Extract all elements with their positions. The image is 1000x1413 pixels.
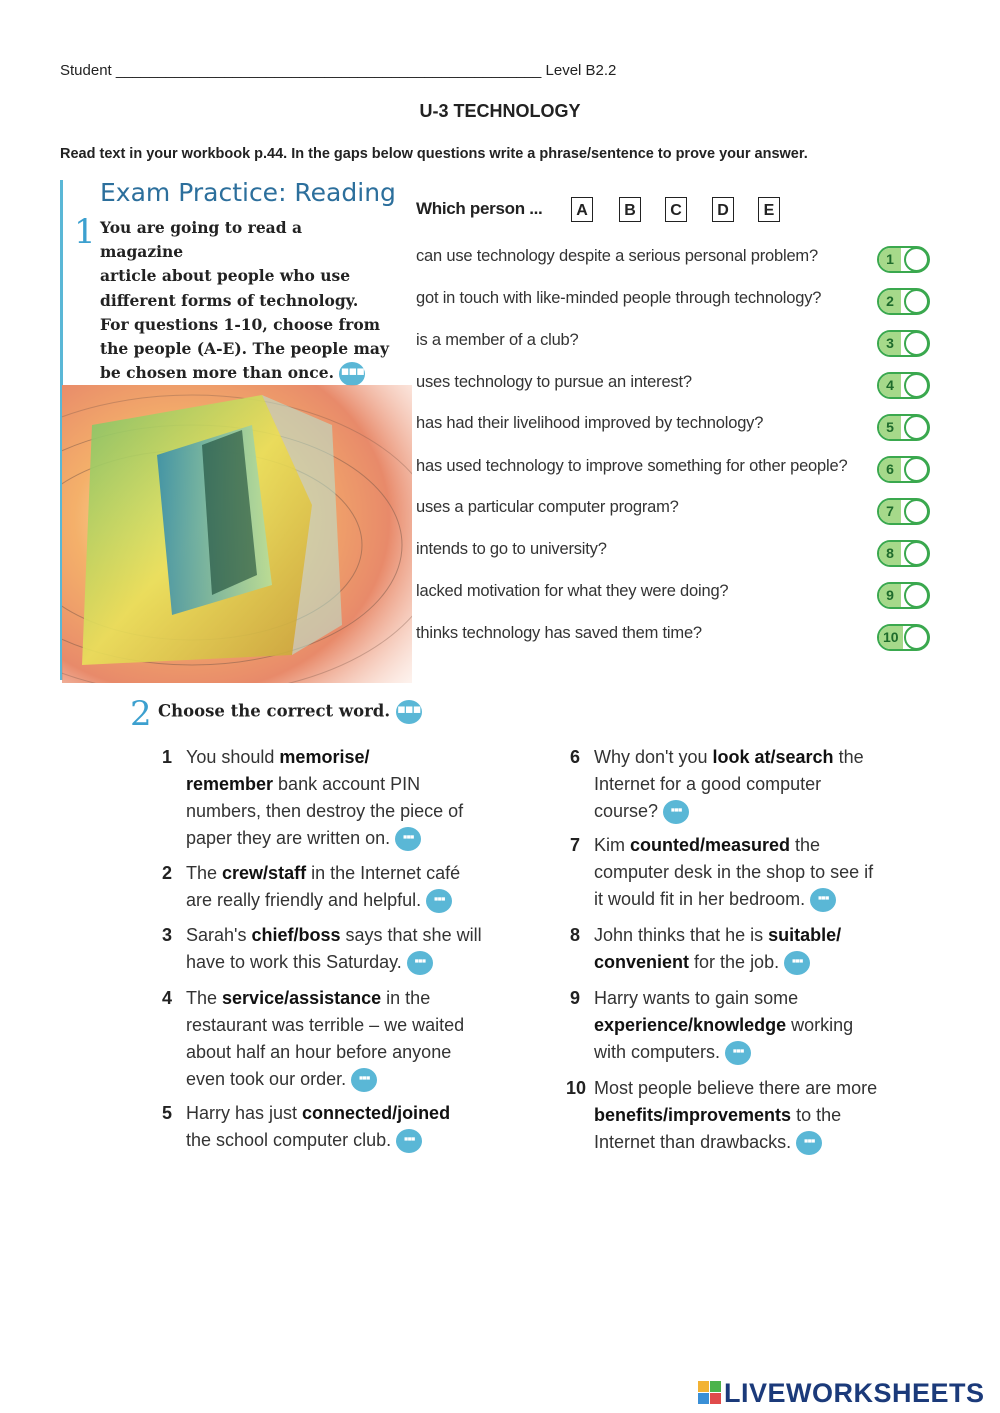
item-line bbox=[186, 1039, 464, 1066]
item-line bbox=[594, 832, 873, 859]
audio-dots-icon: ▪▪▪ bbox=[784, 951, 810, 975]
answer-circle bbox=[904, 331, 929, 356]
word-choice[interactable]: experience/knowledge bbox=[594, 1015, 787, 1035]
item-text-segment: course? bbox=[594, 801, 659, 821]
item-text-segment: The bbox=[186, 988, 223, 1008]
question-number: 1 bbox=[879, 248, 901, 271]
which-person-label: Which person ... bbox=[416, 199, 543, 218]
item-line bbox=[186, 771, 463, 798]
item-text-segment: even took our order. bbox=[186, 1069, 347, 1089]
audio-dots-icon: ▪▪▪ bbox=[725, 1041, 751, 1065]
item-text-segment: Internet for a good computer bbox=[594, 774, 822, 794]
item-text-segment: Harry wants to gain some bbox=[594, 988, 799, 1008]
audio-dots-icon: ▪▪▪ bbox=[426, 889, 452, 913]
exercise1-instructions bbox=[100, 216, 390, 386]
item-line bbox=[594, 1129, 877, 1156]
word-choice[interactable]: suitable/ bbox=[768, 925, 842, 945]
item-text bbox=[594, 832, 873, 913]
item-text-segment: Kim bbox=[594, 835, 630, 855]
question-text: has had their livelihood improved by technology? bbox=[416, 414, 764, 432]
item-text-segment: You should bbox=[186, 747, 280, 767]
item-number: 10 bbox=[566, 1078, 587, 1098]
answer-circle bbox=[904, 499, 929, 524]
item-line bbox=[186, 1127, 450, 1154]
student-label: Student ___________________________________________________ bbox=[60, 62, 542, 79]
audio-dots-icon: ▪▪▪ bbox=[810, 888, 836, 912]
item-text bbox=[594, 985, 853, 1066]
word-choice[interactable]: crew/staff bbox=[222, 863, 307, 883]
item-text-segment: to the bbox=[791, 1105, 842, 1125]
item-line bbox=[594, 798, 864, 825]
item-text-segment: for the job. bbox=[689, 952, 780, 972]
item-number: 7 bbox=[570, 835, 581, 855]
page-title: U-3 TECHNOLOGY bbox=[419, 101, 581, 121]
item-text bbox=[186, 1100, 450, 1154]
person-letter-box: D bbox=[712, 197, 734, 222]
logo-text: LIVEWORKSHEETS bbox=[724, 1378, 985, 1408]
item-text-segment: Internet than drawbacks. bbox=[594, 1132, 792, 1152]
logo-mark-icon bbox=[698, 1381, 722, 1405]
question-text: has used technology to improve something for other people? bbox=[416, 457, 848, 475]
answer-circle bbox=[904, 289, 929, 314]
exercise1-instruction-line: article about people who use bbox=[100, 266, 351, 286]
item-line bbox=[186, 949, 482, 976]
answer-circle bbox=[904, 457, 929, 482]
student-level-line bbox=[60, 62, 616, 79]
item-number: 8 bbox=[570, 925, 581, 945]
item-text-segment: the bbox=[790, 835, 821, 855]
word-choice[interactable]: chief/boss bbox=[251, 925, 341, 945]
item-line bbox=[186, 1066, 464, 1093]
item-text bbox=[594, 922, 841, 976]
audio-dots-icon: ▪▪▪ bbox=[351, 1068, 377, 1092]
item-line bbox=[594, 1012, 853, 1039]
item-number: 4 bbox=[162, 988, 173, 1008]
audio-dots-icon: ▪▪▪ bbox=[339, 362, 365, 386]
question-number: 3 bbox=[879, 332, 901, 355]
exercise1-instruction-line bbox=[100, 361, 390, 386]
person-letter-box: B bbox=[619, 197, 641, 222]
item-text-segment: Harry has just bbox=[186, 1103, 303, 1123]
word-choice[interactable]: memorise/ bbox=[279, 747, 370, 767]
item-text bbox=[594, 1075, 877, 1156]
answer-circle bbox=[904, 541, 929, 566]
question-text: is a member of a club? bbox=[416, 331, 579, 349]
item-text-segment: about half an hour before anyone bbox=[186, 1042, 452, 1062]
item-line bbox=[594, 744, 864, 771]
audio-dots-icon: ▪▪▪ bbox=[396, 700, 422, 724]
item-text-segment: the bbox=[833, 747, 864, 767]
audio-dots-icon: ▪▪▪ bbox=[796, 1131, 822, 1155]
answer-circle bbox=[904, 625, 929, 650]
item-line bbox=[186, 825, 463, 852]
question-number: 9 bbox=[879, 584, 901, 607]
answer-dropdown[interactable] bbox=[877, 582, 930, 609]
question-number: 10 bbox=[879, 626, 903, 649]
item-text bbox=[594, 744, 864, 825]
item-line bbox=[594, 859, 873, 886]
item-line bbox=[594, 1039, 853, 1066]
item-number: 2 bbox=[162, 863, 173, 883]
answer-dropdown[interactable] bbox=[877, 246, 930, 273]
question-number: 2 bbox=[879, 290, 901, 313]
exercise1-instruction-end: be chosen more than once. bbox=[100, 363, 334, 383]
item-number: 5 bbox=[162, 1103, 173, 1123]
question-text: thinks technology has saved them time? bbox=[416, 624, 702, 642]
word-choice[interactable]: connected/joined bbox=[302, 1103, 451, 1123]
answer-dropdown[interactable] bbox=[877, 330, 930, 357]
item-text-segment: in the Internet café bbox=[306, 863, 461, 883]
exercise1-instruction-line: You are going to read a magazine bbox=[100, 218, 302, 262]
item-text-segment: bank account PIN bbox=[273, 774, 421, 794]
word-choice[interactable]: service/assistance bbox=[222, 988, 382, 1008]
item-text-segment: says that she will bbox=[340, 925, 482, 945]
item-line bbox=[186, 860, 460, 887]
exercise2-title-text: Choose the correct word. bbox=[158, 701, 391, 721]
question-text: uses a particular computer program? bbox=[416, 498, 679, 516]
word-choice[interactable]: convenient bbox=[594, 952, 690, 972]
answer-circle bbox=[904, 583, 929, 608]
item-line bbox=[186, 922, 482, 949]
answer-dropdown[interactable] bbox=[877, 624, 930, 651]
item-text-segment: John thinks that he is bbox=[594, 925, 769, 945]
answer-dropdown[interactable] bbox=[877, 456, 930, 483]
answer-dropdown[interactable] bbox=[877, 414, 930, 441]
item-line bbox=[594, 922, 841, 949]
item-text-segment: restaurant was terrible – we waited bbox=[186, 1015, 465, 1035]
item-line bbox=[186, 1100, 450, 1127]
answer-dropdown[interactable] bbox=[877, 372, 930, 399]
exercise1-instruction-line: the people (A-E). The people may bbox=[100, 339, 389, 359]
audio-dots-icon: ▪▪▪ bbox=[396, 1129, 422, 1153]
item-text-segment: working bbox=[786, 1015, 854, 1035]
person-letter-box: C bbox=[665, 197, 687, 222]
item-line bbox=[186, 1012, 464, 1039]
question-text: can use technology despite a serious personal problem? bbox=[416, 247, 818, 265]
item-number: 6 bbox=[570, 747, 581, 767]
question-number: 4 bbox=[879, 374, 901, 397]
item-line bbox=[594, 1075, 877, 1102]
audio-dots-icon: ▪▪▪ bbox=[407, 951, 433, 975]
item-text bbox=[186, 922, 482, 976]
question-text: got in touch with like-minded people through technology? bbox=[416, 289, 822, 307]
item-text-segment: numbers, then destroy the piece of bbox=[186, 801, 464, 821]
item-line bbox=[186, 985, 464, 1012]
word-choice[interactable]: benefits/improvements bbox=[594, 1105, 792, 1125]
question-number: 5 bbox=[879, 416, 901, 439]
question-text: uses technology to pursue an interest? bbox=[416, 373, 692, 391]
item-text-segment: with computers. bbox=[594, 1042, 721, 1062]
question-number: 6 bbox=[879, 458, 901, 481]
answer-dropdown[interactable] bbox=[877, 540, 930, 567]
exercise1-heading: Exam Practice: Reading bbox=[100, 178, 396, 207]
answer-circle bbox=[904, 247, 929, 272]
item-text-segment: have to work this Saturday. bbox=[186, 952, 402, 972]
question-number: 7 bbox=[879, 500, 901, 523]
item-line bbox=[186, 744, 463, 771]
item-text bbox=[186, 744, 463, 852]
word-choice[interactable]: remember bbox=[186, 774, 274, 794]
item-text-segment: it would fit in her bedroom. bbox=[594, 889, 806, 909]
exercise1-number: 1 bbox=[74, 212, 96, 252]
item-text-segment: Sarah's bbox=[186, 925, 252, 945]
item-text-segment: The bbox=[186, 863, 223, 883]
item-line bbox=[594, 886, 873, 913]
audio-dots-icon: ▪▪▪ bbox=[395, 827, 421, 851]
person-letter-box: A bbox=[571, 197, 593, 222]
exercise2-title bbox=[158, 700, 422, 724]
item-line bbox=[186, 887, 460, 914]
item-line bbox=[594, 949, 841, 976]
item-text-segment: in the bbox=[381, 988, 431, 1008]
audio-dots-icon: ▪▪▪ bbox=[663, 800, 689, 824]
question-number: 8 bbox=[879, 542, 901, 565]
item-number: 1 bbox=[162, 747, 173, 767]
item-text-segment: computer desk in the shop to see if bbox=[594, 862, 874, 882]
level-label: Level B2.2 bbox=[545, 62, 617, 79]
answer-circle bbox=[904, 373, 929, 398]
answer-circle bbox=[904, 415, 929, 440]
item-line bbox=[186, 798, 463, 825]
item-number: 3 bbox=[162, 925, 173, 945]
item-line bbox=[594, 771, 864, 798]
exercise2-number: 2 bbox=[130, 694, 152, 734]
item-line bbox=[594, 1102, 877, 1129]
item-text-segment: Why don't you bbox=[594, 747, 713, 767]
exercise1-instruction-line: For questions 1-10, choose from bbox=[100, 314, 381, 334]
liveworksheets-logo bbox=[698, 1378, 985, 1409]
item-text-segment: Most people believe there are more bbox=[594, 1078, 878, 1098]
word-choice[interactable]: look at/search bbox=[712, 747, 834, 767]
item-text-segment: are really friendly and helpful. bbox=[186, 890, 422, 910]
computer-monitor-illustration bbox=[62, 385, 412, 683]
question-text: lacked motivation for what they were doing? bbox=[416, 582, 729, 600]
word-choice[interactable]: counted/measured bbox=[630, 835, 791, 855]
item-text-segment: the school computer club. bbox=[186, 1130, 392, 1150]
person-letter-box: E bbox=[758, 197, 780, 222]
item-text-segment: paper they are written on. bbox=[186, 828, 391, 848]
item-number: 9 bbox=[570, 988, 581, 1008]
item-text bbox=[186, 860, 460, 914]
item-text bbox=[186, 985, 464, 1093]
answer-dropdown[interactable] bbox=[877, 288, 930, 315]
question-text: intends to go to university? bbox=[416, 540, 607, 558]
exercise1-instruction-line: different forms of technology. bbox=[100, 290, 359, 310]
answer-dropdown[interactable] bbox=[877, 498, 930, 525]
page-instruction: Read text in your workbook p.44. In the gaps below questions write a phrase/sentence to prove your answer. bbox=[60, 146, 808, 162]
item-line bbox=[594, 985, 853, 1012]
